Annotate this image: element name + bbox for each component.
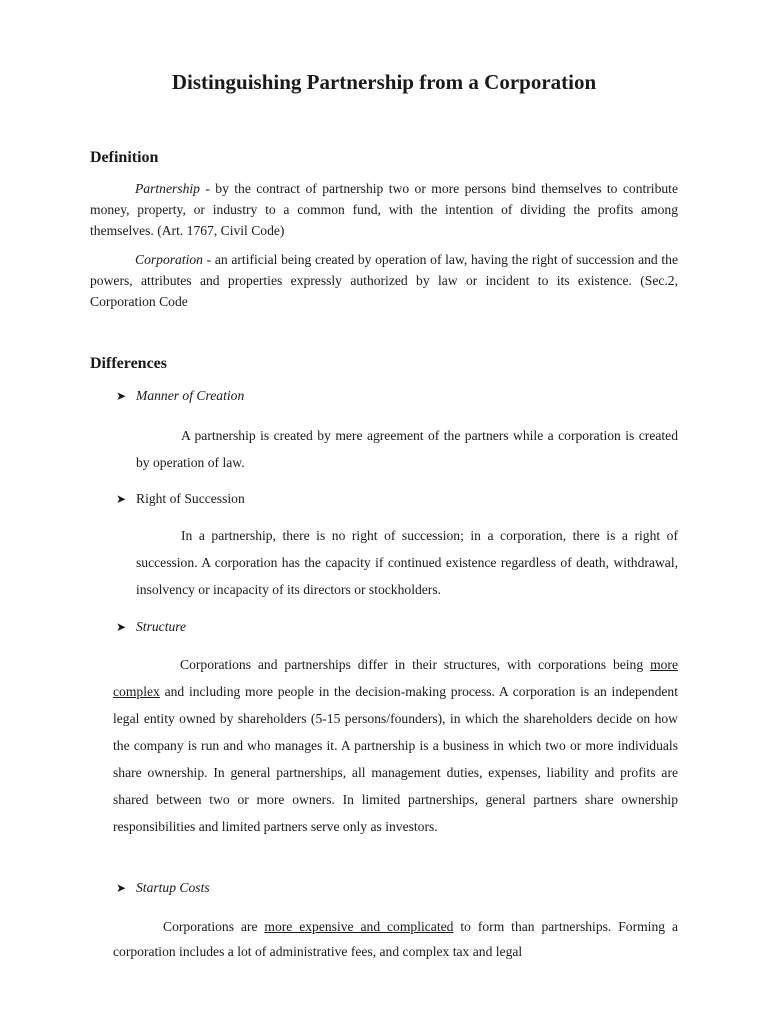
bullet-label: Right of Succession <box>136 491 245 506</box>
corporation-definition-text: - an artificial being created by operation of law, having the right of succession and the powers, attributes and properties expressly authorized by law or incident to its existence. (Sec.2, Corporation Code <box>90 252 678 309</box>
partnership-term: Partnership <box>135 181 200 196</box>
bullet-label: Manner of Creation <box>136 388 245 403</box>
bullet-right-of-succession <box>116 489 245 509</box>
startup-text-before: Corporations are <box>163 919 265 934</box>
right-of-succession-text: In a partnership, there is no right of succession; in a corporation, there is a right of succession. A corporation has the capacity if continued existence regardless of death, withdrawal, insolvency or incapacity of its directors or stockholders. <box>136 528 678 597</box>
bullet-structure <box>116 617 186 637</box>
partnership-definition-text: - by the contract of partnership two or more persons bind themselves to contribute money, property, or industry to a common fund, with the intention of dividing the profits among themselves. (Art. 1767, Civil Code) <box>90 181 678 238</box>
structure-text-after: and including more people in the decision-making process. A corporation is an independent legal entity owned by shareholders (5-15 persons/founders), in which the shareholders decide on how the company is run and who manages it. A partnership is a business in which two or more individuals share ownership. In general partnerships, all management duties, expenses, liability and profits are shared between two or more owners. In limited partnerships, general partners share ownership responsibilities and limited partners serve only as investors. <box>113 684 678 834</box>
arrow-bullet-icon: ➤ <box>116 881 127 895</box>
document-title: Distinguishing Partnership from a Corporation <box>171 70 597 94</box>
structure-underlined: more complex <box>113 657 678 699</box>
corporation-definition <box>90 249 678 312</box>
arrow-bullet-icon: ➤ <box>116 389 127 403</box>
structure-text-before: Corporations and partnerships differ in their structures, with corporations being <box>180 657 651 672</box>
corporation-term: Corporation <box>135 252 203 267</box>
bullet-label: Structure <box>136 619 187 634</box>
partnership-definition <box>90 178 678 241</box>
arrow-bullet-icon: ➤ <box>116 620 127 634</box>
differences-heading: Differences <box>90 355 167 372</box>
structure-text <box>113 651 678 840</box>
bullet-startup-costs <box>116 878 210 898</box>
startup-underlined: more expensive and complicated <box>264 919 454 934</box>
definition-heading: Definition <box>90 149 159 166</box>
startup-text-after: to form than partnerships. Forming a corporation includes a lot of administrative fees, and complex tax and legal <box>113 919 678 959</box>
arrow-bullet-icon: ➤ <box>116 492 127 506</box>
bullet-manner-of-creation <box>116 386 244 406</box>
startup-costs-text <box>113 914 678 964</box>
bullet-label: Startup Costs <box>136 880 210 895</box>
manner-of-creation-text: A partnership is created by mere agreement of the partners while a corporation is created by operation of law. <box>136 428 678 470</box>
